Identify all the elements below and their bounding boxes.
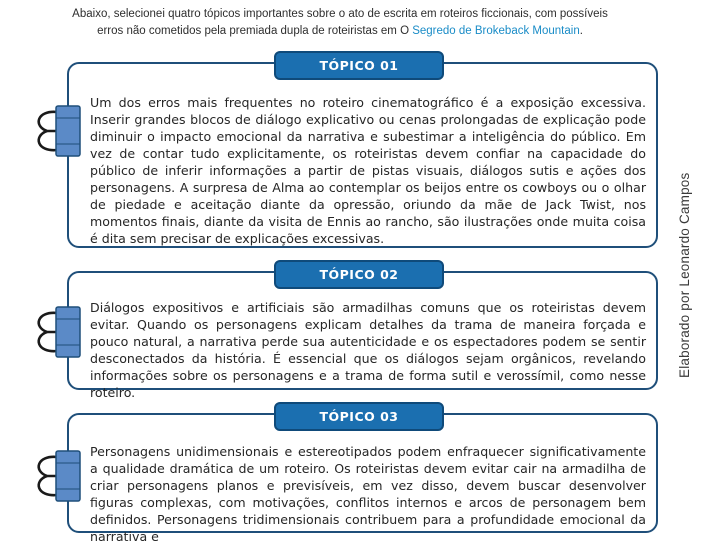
binder-clip-icon [33, 102, 83, 160]
topic-card-3 [67, 409, 658, 544]
topic-text-1: Um dos erros mais frequentes no roteiro cinematográfico é a exposição excessiva. Inserir grandes blocos de diálogo explicativo ou cenas prolongadas de explicação pode diminuir o impacto emocional da narrativa e subestimar a inteligência do público. Em vez de contar tudo explicitamente, os roteiristas devem confiar na capacidade do público de inferir informações a partir de pistas visuais, diálogos sutis e ações dos personagens. A surpresa de Alma ao contemplar os beijos entre os cowboys ou o olhar de piedade e aceitação diante da opressão, oriundo da mãe de Jack Twist, nos momentos finais, diante da visita de Ennis ao rancho, são ilustrações onde muita coisa é dita sem precisar de explicações excessivas. [90, 95, 646, 246]
topic-text-3: Personagens unidimensionais e estereotipados podem enfraquecer significativamente a qualidade dramática de um roteiro. Os roteiristas devem evitar cair na armadilha de criar personagens planos e previsíveis, em vez disso, devem buscar desenvolver figuras complexas, com motivações, conflitos internos e arcos de personagem bem definidos. Personagens tridimensionais contribuem para a profundidade emocional da narrativa e [90, 444, 646, 544]
intro-line-2 [20, 23, 660, 40]
film-title-link[interactable]: Segredo de Brokeback Mountain [412, 25, 580, 37]
intro-line-2-prefix: erros não cometidos pela premiada dupla de roteiristas em O [97, 25, 413, 37]
topic-card-2 [67, 267, 658, 400]
binder-clip-icon [33, 447, 83, 505]
intro-text [20, 6, 660, 40]
intro-line-2-suffix: . [579, 25, 583, 37]
intro-line-1: Abaixo, selecionei quatro tópicos importantes sobre o ato de escrita em roteiros ficcionais, com possíveis [72, 8, 608, 20]
topic-title-2: TÓPICO 02 [274, 260, 444, 289]
topic-text-2: Diálogos expositivos e artificiais são armadilhas comuns que os roteiristas devem evitar. Quando os personagens explicam detalhes da trama de maneira forçada e pouco natural, a narrativa perde sua autenticidade e os espectadores podem se sentir desconectados da história. É essencial que os diálogos sejam orgânicos, revelando informações sobre os personagens e a trama de forma sutil e verossímil, como nesse roteiro. [90, 300, 646, 400]
author-credit: Elaborado por Leonardo Campos [677, 172, 692, 378]
topic-title-1: TÓPICO 01 [274, 51, 444, 80]
topic-title-3: TÓPICO 03 [274, 402, 444, 431]
binder-clip-icon [33, 303, 83, 361]
topic-card-1 [67, 58, 658, 248]
